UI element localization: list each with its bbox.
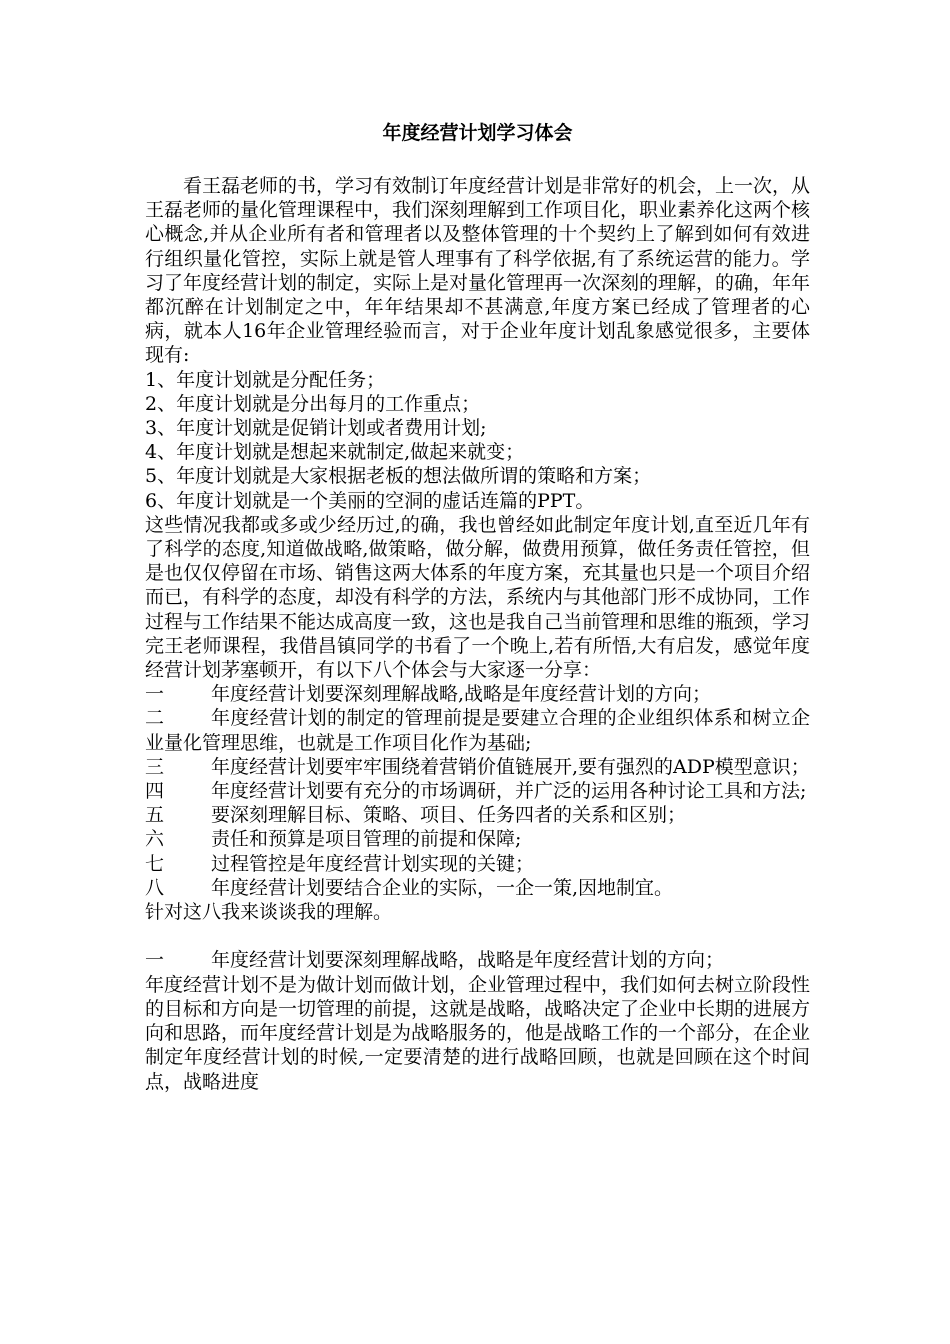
intro-paragraph: 看王磊老师的书，学习有效制订年度经营计划是非常好的机会，上一次，从王磊老师的量化管理课程中，我们深刻理解到工作项目化，职业素养化这两个核心概念,并从企业所有者和管理者以及整体管理的十个契约上了解到如何有效进行组织量化管控，实际上就是管人理事有了科学依据,有了系统运营的能力。学习了年度经营计划的制定，实际上是对量化管理再一次深刻的理解，的确，年年都沉醉在计划制定之中，年年结果却不甚满意,年度方案已经成了管理者的心病，就本人16年企业管理经验而言，对于企业年度计划乱象感觉很多，主要体现有:: [145, 175, 811, 367]
document-title: 年度经营计划学习体会: [382, 122, 573, 144]
list-item: 八 年度经营计划要结合企业的实际，一企一策,因地制宜。: [145, 876, 810, 900]
list-item: 1、年度计划就是分配任务；: [145, 368, 386, 391]
point-text: 责任和预算是项目管理的前提和保障;: [211, 828, 522, 851]
point-text: 年度经营计划要有充分的市场调研，并广泛的运用各种讨论工具和方法;: [211, 780, 807, 803]
list-item: 二 年度经营计划的制定的管理前提是要建立合理的企业组织体系和树立企业量化管理思维，也就是工作项目化作为基础;: [145, 707, 810, 754]
list-item: 四 年度经营计划要有充分的市场调研，并广泛的运用各种讨论工具和方法;: [145, 779, 810, 803]
list-item: 一 年度经营计划要深刻理解战略,战略是年度经营计划的方向；: [145, 682, 810, 706]
section-heading-text: 年度经营计划要深刻理解战略，战略是年度经营计划的方向；: [211, 949, 725, 972]
point-text: 年度经营计划要深刻理解战略,战略是年度经营计划的方向；: [211, 683, 712, 706]
list-item: 七 过程管控是年度经营计划实现的关键；: [145, 852, 810, 876]
point-text: 年度经营计划要结合企业的实际，一企一策,因地制宜。: [211, 876, 674, 899]
blank-line: [145, 924, 810, 948]
list-item: 三 年度经营计划要牢牢围绕着营销价值链展开,要有强烈的ADP模型意识；: [145, 755, 810, 778]
point-text: 年度经营计划的制定的管理前提是要建立合理的企业组织体系和树立企业量化管理思维，也就是工作项目化作为基础;: [145, 707, 810, 754]
list-item: 五 要深刻理解目标、策略、项目、任务四者的关系和区别；: [145, 803, 810, 827]
document-page: [145, 120, 810, 1094]
point-text: 要深刻理解目标、策略、项目、任务四者的关系和区别；: [211, 804, 687, 827]
list-item: 3、年度计划就是促销计划或者费用计划;: [145, 417, 487, 440]
point-text: 过程管控是年度经营计划实现的关键；: [211, 852, 535, 875]
section-body-paragraph: 年度经营计划不是为做计划而做计划，企业管理过程中，我们如何去树立阶段性的目标和方向是一切管理的前提，这就是战略，战略决定了企业中长期的进展方向和思路，而年度经营计划是为战略服务的，他是战略工作的一个部分，在企业制定年度经营计划的时候,一定要清楚的进行战略回顾，也就是回顾在这个时间点，战略进度: [145, 973, 811, 1093]
point-text: 年度经营计划要牢牢围绕着营销价值链展开,要有强烈的ADP模型意识；: [211, 755, 810, 778]
list-item: 6、年度计划就是一个美丽的空洞的虚话连篇的PPT。: [145, 489, 595, 512]
problem-list: [145, 368, 810, 513]
list-item: 5、年度计划就是大家根据老板的想法做所谓的策略和方案；: [145, 465, 652, 488]
points-list: [145, 682, 810, 900]
list-item: 2、年度计划就是分出每月的工作重点；: [145, 392, 481, 415]
transition-paragraph: 针对这八我来谈谈我的理解。: [145, 901, 393, 924]
list-item: 4、年度计划就是想起来就制定,做起来就变；: [145, 441, 525, 464]
reflection-paragraph: 这些情况我都或多或少经历过,的确，我也曾经如此制定年度计划,直至近几年有了科学的态度,知道做战略,做策略，做分解，做费用预算，做任务责任管控，但是也仅仅停留在市场、销售这两大体系的年度方案，充其量也只是一个项目介绍而已，有科学的态度，却没有科学的方法，系统内与其他部门形不成协同，工作过程与工作结果不能达成高度一致，这也是我自己当前管理和思维的瓶颈，学习完王老师课程，我借昌镇同学的书看了一个晚上,若有所悟,大有启发，感觉年度经营计划茅塞顿开，有以下八个体会与大家逐一分享：: [145, 513, 811, 682]
list-item: 六 责任和预算是项目管理的前提和保障;: [145, 827, 810, 851]
section-heading: 一 年度经营计划要深刻理解战略，战略是年度经营计划的方向；: [145, 948, 810, 972]
